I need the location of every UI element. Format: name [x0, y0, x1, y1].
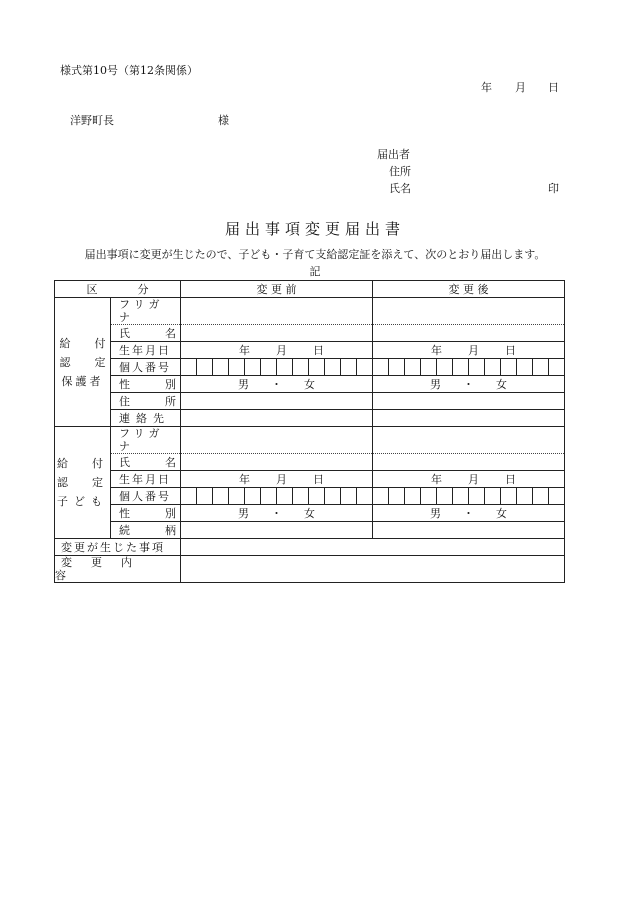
group-char: 子ども — [57, 495, 108, 508]
furigana-label: フリガナ — [111, 298, 181, 325]
document-title: 届出事項変更届出書 — [224, 220, 405, 238]
name-label: 氏 名 — [111, 454, 181, 471]
guardian-furigana-before[interactable] — [181, 298, 373, 325]
category-header-char-1: 区 — [86, 282, 98, 296]
intro-text: 届出事項に変更が生じたので、子ども・子育て支給認定証を添えて、次のとおり届出します。 — [84, 248, 546, 261]
changed-item-row — [55, 539, 565, 556]
change-form-table — [54, 280, 565, 583]
group-char: 付 — [92, 457, 103, 470]
category-header-char-2: 分 — [137, 282, 149, 296]
guardian-personal-number-after[interactable] — [373, 359, 565, 376]
header-date-year: 年 — [481, 81, 492, 94]
child-furigana-row — [55, 427, 565, 454]
child-personal-number-before[interactable] — [181, 488, 373, 505]
child-name-row — [55, 454, 565, 471]
applicant-label: 届出者 — [377, 148, 410, 161]
child-birthdate-before[interactable]: 年 月 日 — [181, 471, 373, 488]
child-group-label — [55, 427, 111, 539]
group-char: 定 — [92, 476, 103, 489]
header-date-day: 日 — [548, 81, 559, 94]
personal-number-label: 個人番号 — [111, 488, 181, 505]
address-label: 住 所 — [111, 393, 181, 410]
guardian-furigana-row — [55, 298, 565, 325]
guardian-address-after[interactable] — [373, 393, 565, 410]
birthdate-label: 生年月日 — [111, 471, 181, 488]
group-char: 認 — [59, 355, 71, 369]
child-relationship-row — [55, 522, 565, 539]
group-char: 給 — [57, 457, 68, 470]
guardian-group-label — [55, 298, 111, 427]
changed-item-label: 変更が生じた事項 — [55, 539, 181, 556]
header-date-month: 月 — [515, 81, 526, 94]
after-header: 変 更 後 — [373, 281, 565, 298]
birthdate-label: 生年月日 — [111, 342, 181, 359]
ki-mark: 記 — [309, 265, 321, 278]
group-char: 付 — [94, 336, 106, 350]
change-content-field[interactable] — [181, 556, 565, 583]
child-personal-number-after[interactable] — [373, 488, 565, 505]
group-char: 認 — [57, 476, 68, 489]
child-name-after[interactable] — [373, 454, 565, 471]
guardian-personal-number-before[interactable] — [181, 359, 373, 376]
relationship-label: 続 柄 — [111, 522, 181, 539]
name-label: 氏 名 — [111, 325, 181, 342]
child-relationship-after[interactable] — [373, 522, 565, 539]
group-char: 保護者 — [61, 374, 104, 388]
guardian-birthdate-after[interactable]: 年 月 日 — [373, 342, 565, 359]
guardian-contact-before[interactable] — [181, 410, 373, 427]
sex-label: 性 別 — [111, 376, 181, 393]
personal-number-label: 個人番号 — [111, 359, 181, 376]
furigana-label: フリガナ — [111, 427, 181, 454]
honorific: 様 — [218, 114, 229, 127]
address-label: 住所 — [389, 165, 411, 178]
guardian-address-before[interactable] — [181, 393, 373, 410]
child-personal-number-row — [55, 488, 565, 505]
child-name-before[interactable] — [181, 454, 373, 471]
contact-label: 連絡先 — [111, 410, 181, 427]
guardian-furigana-after[interactable] — [373, 298, 565, 325]
change-content-row — [55, 556, 565, 583]
guardian-address-row — [55, 393, 565, 410]
table-header-row — [55, 281, 565, 298]
guardian-sex-row — [55, 376, 565, 393]
category-header — [55, 281, 181, 298]
group-char: 給 — [59, 336, 71, 350]
group-char: 定 — [94, 355, 106, 369]
guardian-birthdate-row — [55, 342, 565, 359]
guardian-sex-after[interactable]: 男 ・ 女 — [373, 376, 565, 393]
child-sex-row — [55, 505, 565, 522]
guardian-name-after[interactable] — [373, 325, 565, 342]
child-sex-after[interactable]: 男 ・ 女 — [373, 505, 565, 522]
child-furigana-after[interactable] — [373, 427, 565, 454]
seal-mark: 印 — [548, 182, 559, 195]
recipient: 洋野町長 — [70, 114, 114, 127]
form-number: 様式第10号（第12条関係） — [60, 64, 198, 77]
guardian-contact-after[interactable] — [373, 410, 565, 427]
sex-label: 性 別 — [111, 505, 181, 522]
child-sex-before[interactable]: 男 ・ 女 — [181, 505, 373, 522]
guardian-name-row — [55, 325, 565, 342]
guardian-name-before[interactable] — [181, 325, 373, 342]
child-relationship-before[interactable] — [181, 522, 373, 539]
child-birthdate-after[interactable]: 年 月 日 — [373, 471, 565, 488]
guardian-sex-before[interactable]: 男 ・ 女 — [181, 376, 373, 393]
guardian-contact-row — [55, 410, 565, 427]
change-content-label: 変更内容 — [55, 556, 181, 583]
child-birthdate-row — [55, 471, 565, 488]
changed-item-field[interactable] — [181, 539, 565, 556]
child-furigana-before[interactable] — [181, 427, 373, 454]
guardian-personal-number-row — [55, 359, 565, 376]
guardian-birthdate-before[interactable]: 年 月 日 — [181, 342, 373, 359]
before-header: 変 更 前 — [181, 281, 373, 298]
name-label: 氏名 — [389, 182, 411, 195]
